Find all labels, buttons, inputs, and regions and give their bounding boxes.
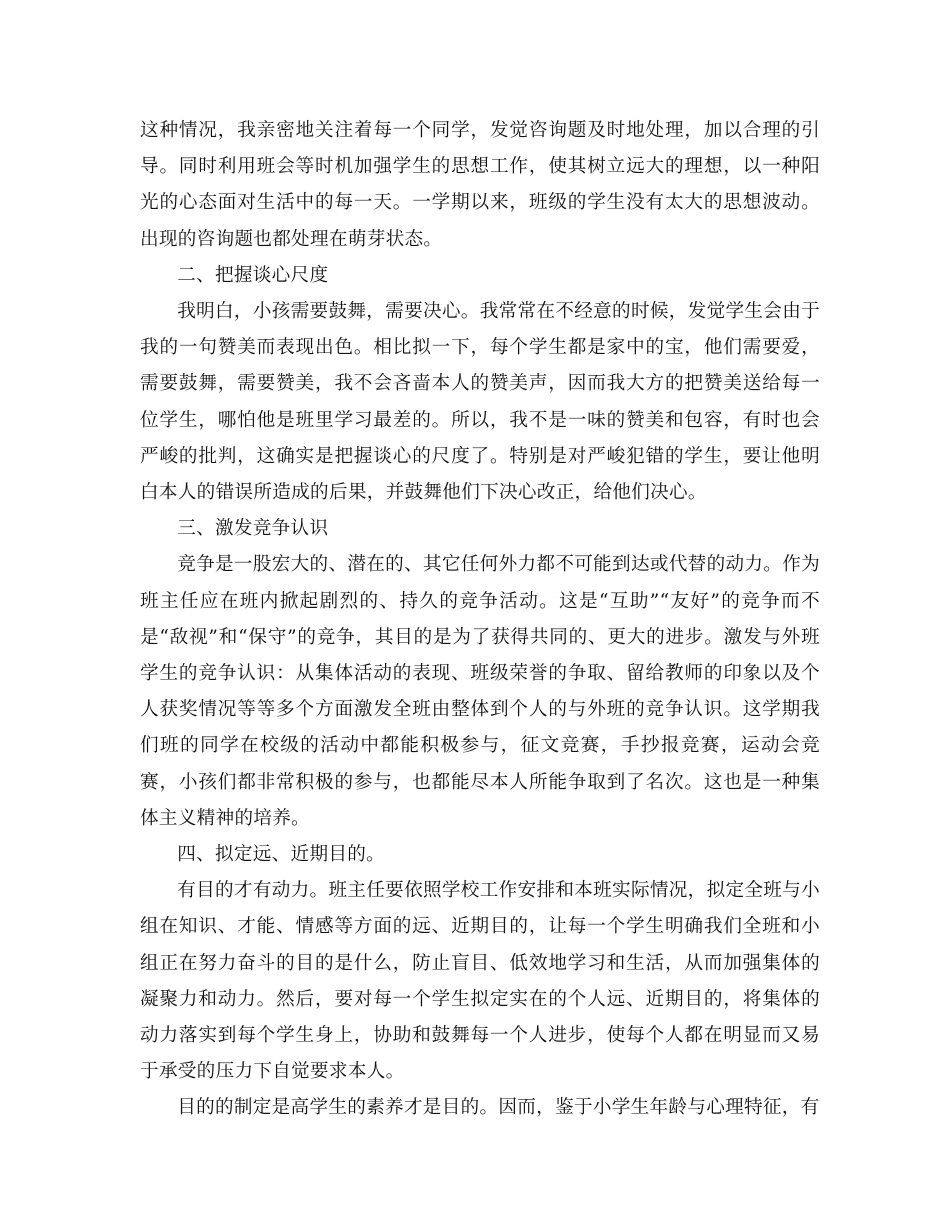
document-body <box>140 113 820 1127</box>
section-heading-2: 二、把握谈心尺度 <box>177 264 329 286</box>
paragraph-continued: 这种情况，我亲密地关注着每一个同学，发觉咨询题及时地处理，加以合理的引导。同时利用班会等时机加强学生的思想工作，使其树立远大的理想，以一种阳光的心态面对生活中的每一天。一学期以来，班级的学生没有太大的思想波动。出现的咨询题也都处理在萌芽状态。 <box>140 120 820 250</box>
section-heading-3: 三、激发竞争认识 <box>177 518 329 540</box>
paragraph: 竞争是一股宏大的、潜在的、其它任何外力都不可能到达或代替的动力。作为班主任应在班内掀起剧烈的、持久的竞争活动。这是“互助”“友好”的竞争而不是“敌视”和“保守”的竞争，其目的是为了获得共同的、更大的进步。激发与外班学生的竞争认识：从集体活动的表现、班级荣誉的争取、留给教师的印象以及个人获奖情况等等多个方面激发全班由整体到个人的与外班的竞争认识。这学期我们班的同学在校级的活动中都能积极参与，征文竞赛，手抄报竞赛，运动会竞赛，小孩们都非常积极的参与，也都能尽本人所能争取到了名次。这也是一种集体主义精神的培养。 <box>140 554 820 829</box>
paragraph: 我明白，小孩需要鼓舞，需要决心。我常常在不经意的时候，发觉学生会由于我的一句赞美而表现出色。相比拟一下，每个学生都是家中的宝，他们需要爱，需要鼓舞，需要赞美，我不会吝啬本人的赞美声，因而我大方的把赞美送给每一位学生，哪怕他是班里学习最差的。所以，我不是一味的赞美和包容，有时也会严峻的批判，这确实是把握谈心的尺度了。特别是对严峻犯错的学生，要让他明白本人的错误所造成的后果，并鼓舞他们下决心改正，给他们决心。 <box>140 301 820 504</box>
section-heading-4: 四、拟定远、近期目的。 <box>177 844 386 866</box>
paragraph: 有目的才有动力。班主任要依照学校工作安排和本班实际情况，拟定全班与小组在知识、才能、情感等方面的远、近期目的，让每一个学生明确我们全班和小组正在努力奋斗的目的是什么，防止盲目、低效地学习和生活，从而加强集体的凝聚力和动力。然后，要对每一个学生拟定实在的个人远、近期目的，将集体的动力落实到每个学生身上，协助和鼓舞每一个人进步，使每个人都在明显而又易于承受的压力下自觉要求本人。 <box>140 880 820 1083</box>
paragraph: 目的的制定是高学生的素养才是目的。因而，鉴于小学生年龄与心理特征，有 <box>177 1097 820 1119</box>
